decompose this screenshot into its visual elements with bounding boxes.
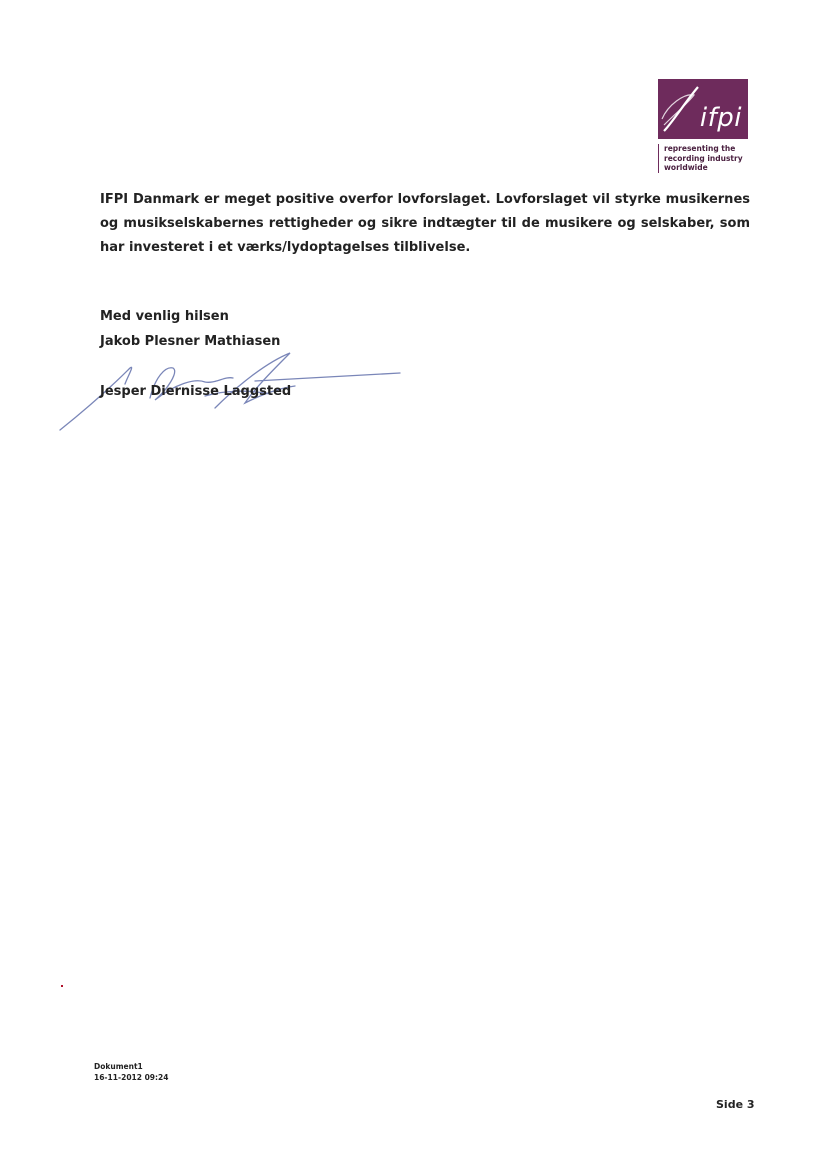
tagline-line: recording industry (664, 153, 743, 163)
body-paragraph: IFPI Danmark er meget positive overfor lovforslaget. Lovforslaget vil styrke musikernes og musikselskabernes rettigheder og sikre indtægter til de musikere og selskaber, som har investeret i et værks/lydoptagelses tilblivelse. (100, 192, 750, 255)
ifpi-logo (658, 79, 748, 139)
signer-name-2: Jesper Diernisse Laggsted (100, 384, 292, 399)
logo-tagline (658, 144, 743, 173)
tagline-line: representing the (664, 144, 736, 153)
logo-wordmark: ifpi (699, 103, 742, 133)
signer-name-1: Jakob Plesner Mathiasen (100, 334, 281, 349)
page-number: Side 3 (716, 1098, 755, 1111)
scan-speck (61, 985, 63, 987)
footer-document-name: Dokument1 (94, 1062, 143, 1071)
tagline-line: worldwide (664, 163, 708, 172)
footer-timestamp: 16-11-2012 09:24 (94, 1073, 169, 1082)
closing-greeting: Med venlig hilsen (100, 309, 229, 324)
